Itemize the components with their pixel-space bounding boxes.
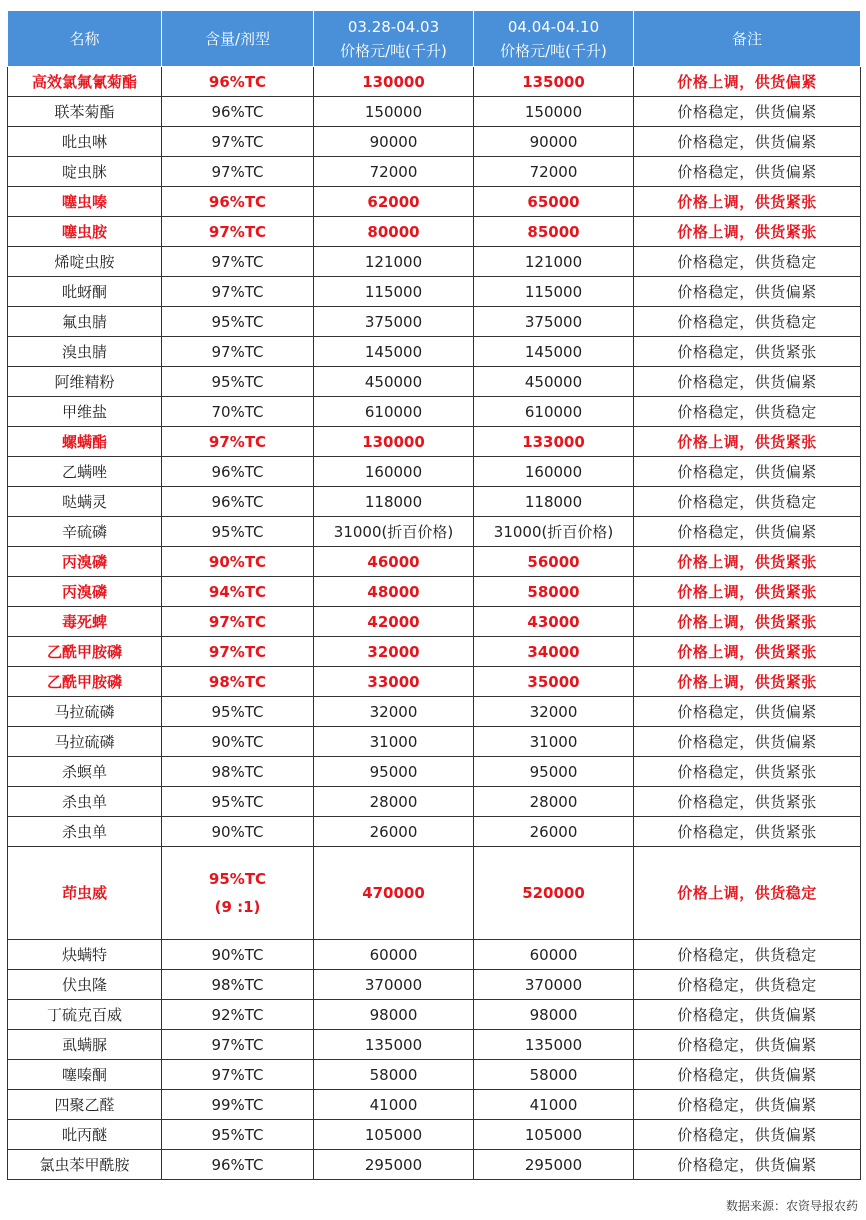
- cell-content-line: 97%TC: [211, 342, 264, 361]
- cell-remark: 价格上调，供货偏紧: [634, 67, 861, 97]
- cell-name: 杀螟单: [8, 757, 162, 787]
- cell-remark: 价格上调，供货稳定: [634, 847, 861, 940]
- cell-content: [162, 1000, 314, 1030]
- cell-name: 高效氯氟氰菊酯: [8, 67, 162, 97]
- cell-price-period-2: 58000: [474, 1060, 634, 1090]
- cell-content: [162, 1090, 314, 1120]
- cell-price-period-1: 375000: [314, 307, 474, 337]
- cell-price-period-1: 98000: [314, 1000, 474, 1030]
- table-row: [8, 607, 861, 637]
- table-row: [8, 1120, 861, 1150]
- table-row: [8, 1090, 861, 1120]
- cell-remark: 价格上调，供货紧张: [634, 187, 861, 217]
- cell-remark: 价格稳定，供货稳定: [634, 307, 861, 337]
- cell-price-period-2: 105000: [474, 1120, 634, 1150]
- cell-content: [162, 277, 314, 307]
- cell-price-period-2: 450000: [474, 367, 634, 397]
- cell-content: [162, 487, 314, 517]
- cell-remark: 价格稳定，供货稳定: [634, 487, 861, 517]
- cell-price-period-1: 130000: [314, 67, 474, 97]
- cell-remark: 价格上调，供货紧张: [634, 217, 861, 247]
- table-row: [8, 787, 861, 817]
- table-row: [8, 697, 861, 727]
- cell-name: 螺螨酯: [8, 427, 162, 457]
- cell-name: 炔螨特: [8, 940, 162, 970]
- cell-content-line: 95%TC: [211, 522, 264, 541]
- cell-content: [162, 637, 314, 667]
- table-row: [8, 577, 861, 607]
- cell-content-line: 97%TC: [211, 162, 264, 181]
- cell-price-period-2: 43000: [474, 607, 634, 637]
- cell-name: 噻虫胺: [8, 217, 162, 247]
- cell-remark: 价格稳定，供货偏紧: [634, 1120, 861, 1150]
- table-row: [8, 337, 861, 367]
- header-period-1-dates: 03.28-04.03: [347, 17, 440, 36]
- header-period-1-unit: 价格元/吨(千升): [340, 41, 447, 60]
- table-row: [8, 397, 861, 427]
- cell-name: 甲维盐: [8, 397, 162, 427]
- cell-price-period-1: 32000: [314, 637, 474, 667]
- header-period-2-dates: 04.04-04.10: [507, 17, 600, 36]
- cell-remark: 价格稳定，供货紧张: [634, 787, 861, 817]
- cell-price-period-1: 145000: [314, 337, 474, 367]
- cell-name: 溴虫腈: [8, 337, 162, 367]
- table-row: [8, 757, 861, 787]
- cell-price-period-2: 32000: [474, 697, 634, 727]
- cell-content: [162, 1060, 314, 1090]
- cell-content: [162, 367, 314, 397]
- cell-name: 噻嗪酮: [8, 1060, 162, 1090]
- cell-price-period-1: 90000: [314, 127, 474, 157]
- table-row: [8, 847, 861, 940]
- cell-remark: 价格稳定，供货偏紧: [634, 517, 861, 547]
- cell-price-period-1: 105000: [314, 1120, 474, 1150]
- cell-name: 丙溴磷: [8, 547, 162, 577]
- cell-name: 乙酰甲胺磷: [8, 667, 162, 697]
- table-row: [8, 277, 861, 307]
- cell-price-period-2: 150000: [474, 97, 634, 127]
- table-row: [8, 940, 861, 970]
- cell-content-line: 94%TC: [208, 582, 267, 601]
- cell-price-period-2: 31000: [474, 727, 634, 757]
- cell-remark: 价格上调，供货紧张: [634, 607, 861, 637]
- table-row: [8, 367, 861, 397]
- cell-content: [162, 397, 314, 427]
- table-row: [8, 1150, 861, 1180]
- cell-name: 乙螨唑: [8, 457, 162, 487]
- cell-content-line: 97%TC: [208, 432, 267, 451]
- cell-remark: 价格稳定，供货偏紧: [634, 157, 861, 187]
- cell-content: [162, 970, 314, 1000]
- cell-price-period-1: 33000: [314, 667, 474, 697]
- cell-name: 虱螨脲: [8, 1030, 162, 1060]
- cell-price-period-2: 28000: [474, 787, 634, 817]
- cell-price-period-1: 41000: [314, 1090, 474, 1120]
- cell-content-line: 90%TC: [211, 945, 264, 964]
- cell-remark: 价格稳定，供货偏紧: [634, 1030, 861, 1060]
- table-row: [8, 1030, 861, 1060]
- table-row: [8, 157, 861, 187]
- cell-content-line: 97%TC: [208, 612, 267, 631]
- cell-content-line: 97%TC: [211, 1035, 264, 1054]
- header-content: 含量/剂型: [162, 11, 314, 67]
- table-row: [8, 727, 861, 757]
- cell-price-period-1: 42000: [314, 607, 474, 637]
- cell-content: [162, 787, 314, 817]
- cell-price-period-2: 118000: [474, 487, 634, 517]
- cell-price-period-1: 60000: [314, 940, 474, 970]
- cell-price-period-1: 118000: [314, 487, 474, 517]
- cell-content-line: 96%TC: [208, 72, 267, 91]
- cell-price-period-1: 135000: [314, 1030, 474, 1060]
- cell-price-period-2: 56000: [474, 547, 634, 577]
- cell-name: 乙酰甲胺磷: [8, 637, 162, 667]
- cell-name: 吡虫啉: [8, 127, 162, 157]
- cell-remark: 价格稳定，供货稳定: [634, 397, 861, 427]
- cell-content-line: 95%TC: [211, 702, 264, 721]
- cell-price-period-2: 135000: [474, 67, 634, 97]
- cell-name: 噻虫嗪: [8, 187, 162, 217]
- cell-price-period-2: 41000: [474, 1090, 634, 1120]
- cell-remark: 价格稳定，供货偏紧: [634, 367, 861, 397]
- table-header: [8, 11, 861, 67]
- cell-remark: 价格稳定，供货偏紧: [634, 97, 861, 127]
- cell-remark: 价格稳定，供货紧张: [634, 817, 861, 847]
- cell-price-period-2: 295000: [474, 1150, 634, 1180]
- cell-price-period-2: 133000: [474, 427, 634, 457]
- cell-price-period-1: 48000: [314, 577, 474, 607]
- cell-price-period-1: 31000(折百价格): [314, 517, 474, 547]
- cell-name: 伏虫隆: [8, 970, 162, 1000]
- table-row: [8, 217, 861, 247]
- cell-content-line: 95%TC: [208, 870, 267, 888]
- cell-price-period-1: 62000: [314, 187, 474, 217]
- cell-name: 联苯菊酯: [8, 97, 162, 127]
- table-body: [8, 67, 861, 1180]
- cell-name: 杀虫单: [8, 787, 162, 817]
- cell-name: 哒螨灵: [8, 487, 162, 517]
- cell-price-period-2: 121000: [474, 247, 634, 277]
- cell-content: [162, 1030, 314, 1060]
- cell-content: [162, 697, 314, 727]
- cell-price-period-2: 370000: [474, 970, 634, 1000]
- cell-price-period-2: 375000: [474, 307, 634, 337]
- cell-content-line: 90%TC: [211, 732, 264, 751]
- cell-content-line: 98%TC: [211, 975, 264, 994]
- cell-price-period-1: 32000: [314, 697, 474, 727]
- cell-price-period-1: 150000: [314, 97, 474, 127]
- cell-content: [162, 667, 314, 697]
- table-row: [8, 127, 861, 157]
- cell-name: 氯虫苯甲酰胺: [8, 1150, 162, 1180]
- cell-name: 四聚乙醛: [8, 1090, 162, 1120]
- cell-content: [162, 1120, 314, 1150]
- cell-price-period-2: 26000: [474, 817, 634, 847]
- cell-content-line: 95%TC: [211, 372, 264, 391]
- cell-content: [162, 427, 314, 457]
- cell-remark: 价格稳定，供货偏紧: [634, 277, 861, 307]
- cell-content-line: 98%TC: [208, 672, 267, 691]
- header-period-2-unit: 价格元/吨(千升): [500, 41, 607, 60]
- cell-price-period-2: 115000: [474, 277, 634, 307]
- cell-remark: 价格上调，供货紧张: [634, 577, 861, 607]
- table-row: [8, 67, 861, 97]
- table-row: [8, 970, 861, 1000]
- cell-content-line: 99%TC: [211, 1095, 264, 1114]
- cell-price-period-2: 34000: [474, 637, 634, 667]
- table-row: [8, 187, 861, 217]
- cell-content-line: 97%TC: [211, 1065, 264, 1084]
- cell-content: [162, 337, 314, 367]
- cell-price-period-2: 31000(折百价格): [474, 517, 634, 547]
- cell-price-period-2: 90000: [474, 127, 634, 157]
- table-row: [8, 457, 861, 487]
- cell-name: 辛硫磷: [8, 517, 162, 547]
- cell-price-period-2: 60000: [474, 940, 634, 970]
- header-period-1: [314, 11, 474, 67]
- cell-price-period-2: 160000: [474, 457, 634, 487]
- cell-name: 丙溴磷: [8, 577, 162, 607]
- cell-content: [162, 1150, 314, 1180]
- cell-remark: 价格稳定，供货偏紧: [634, 1150, 861, 1180]
- table-row: [8, 427, 861, 457]
- cell-price-period-1: 121000: [314, 247, 474, 277]
- price-table: [7, 10, 861, 1180]
- header-period-2: [474, 11, 634, 67]
- cell-content: [162, 940, 314, 970]
- cell-remark: 价格稳定，供货紧张: [634, 757, 861, 787]
- cell-price-period-1: 28000: [314, 787, 474, 817]
- header-row: [8, 11, 861, 67]
- cell-content: [162, 607, 314, 637]
- cell-price-period-1: 31000: [314, 727, 474, 757]
- cell-content-line: 90%TC: [208, 552, 267, 571]
- cell-content: [162, 307, 314, 337]
- cell-content: [162, 97, 314, 127]
- cell-content: [162, 817, 314, 847]
- table-row: [8, 637, 861, 667]
- cell-content-line: 97%TC: [208, 222, 267, 241]
- cell-price-period-1: 370000: [314, 970, 474, 1000]
- cell-price-period-2: 95000: [474, 757, 634, 787]
- cell-price-period-2: 35000: [474, 667, 634, 697]
- cell-content: [162, 457, 314, 487]
- cell-content: [162, 217, 314, 247]
- table-row: [8, 547, 861, 577]
- cell-price-period-1: 95000: [314, 757, 474, 787]
- cell-price-period-1: 470000: [314, 847, 474, 940]
- cell-content: [162, 127, 314, 157]
- cell-content: [162, 247, 314, 277]
- cell-remark: 价格稳定，供货紧张: [634, 337, 861, 367]
- cell-content-line: 97%TC: [211, 252, 264, 271]
- cell-price-period-1: 115000: [314, 277, 474, 307]
- cell-price-period-1: 80000: [314, 217, 474, 247]
- cell-name: 吡丙醚: [8, 1120, 162, 1150]
- table-row: [8, 307, 861, 337]
- cell-content-line: 92%TC: [211, 1005, 264, 1024]
- cell-price-period-2: 85000: [474, 217, 634, 247]
- cell-name: 啶虫脒: [8, 157, 162, 187]
- cell-name: 茚虫威: [8, 847, 162, 940]
- cell-price-period-2: 98000: [474, 1000, 634, 1030]
- cell-remark: 价格稳定，供货偏紧: [634, 1000, 861, 1030]
- header-remark: 备注: [634, 11, 861, 67]
- cell-content: [162, 757, 314, 787]
- cell-price-period-1: 72000: [314, 157, 474, 187]
- cell-content: [162, 727, 314, 757]
- table-row: [8, 667, 861, 697]
- cell-price-period-2: 58000: [474, 577, 634, 607]
- cell-remark: 价格稳定，供货偏紧: [634, 697, 861, 727]
- cell-content-line: 95%TC: [211, 312, 264, 331]
- cell-content: [162, 577, 314, 607]
- cell-remark: 价格稳定，供货稳定: [634, 970, 861, 1000]
- cell-name: 烯啶虫胺: [8, 247, 162, 277]
- table-row: [8, 487, 861, 517]
- cell-remark: 价格稳定，供货稳定: [634, 247, 861, 277]
- cell-price-period-2: 65000: [474, 187, 634, 217]
- cell-remark: 价格稳定，供货偏紧: [634, 1060, 861, 1090]
- cell-content-line: 96%TC: [211, 1155, 264, 1174]
- header-name: 名称: [8, 11, 162, 67]
- cell-content-line: 96%TC: [211, 462, 264, 481]
- cell-content-line: 90%TC: [211, 822, 264, 841]
- cell-price-period-1: 46000: [314, 547, 474, 577]
- cell-price-period-2: 72000: [474, 157, 634, 187]
- cell-name: 毒死蜱: [8, 607, 162, 637]
- cell-price-period-1: 295000: [314, 1150, 474, 1180]
- table-row: [8, 1060, 861, 1090]
- cell-remark: 价格稳定，供货偏紧: [634, 127, 861, 157]
- cell-content-ratio: (9 :1): [214, 898, 261, 916]
- cell-name: 丁硫克百威: [8, 1000, 162, 1030]
- cell-name: 马拉硫磷: [8, 697, 162, 727]
- cell-content-line: 97%TC: [208, 642, 267, 661]
- cell-name: 杀虫单: [8, 817, 162, 847]
- table-row: [8, 817, 861, 847]
- cell-content: [162, 157, 314, 187]
- data-source-note: 数据来源：农资导报农药: [725, 1199, 858, 1213]
- cell-content-line: 70%TC: [211, 402, 264, 421]
- table-row: [8, 97, 861, 127]
- cell-price-period-1: 26000: [314, 817, 474, 847]
- cell-content-line: 95%TC: [211, 792, 264, 811]
- cell-content-line: 96%TC: [211, 492, 264, 511]
- cell-price-period-2: 135000: [474, 1030, 634, 1060]
- cell-content: [162, 67, 314, 97]
- cell-content-line: 98%TC: [211, 762, 264, 781]
- cell-price-period-1: 450000: [314, 367, 474, 397]
- cell-remark: 价格上调，供货紧张: [634, 637, 861, 667]
- cell-price-period-1: 130000: [314, 427, 474, 457]
- cell-price-period-1: 160000: [314, 457, 474, 487]
- cell-name: 阿维精粉: [8, 367, 162, 397]
- cell-price-period-1: 58000: [314, 1060, 474, 1090]
- cell-content-line: 96%TC: [211, 102, 264, 121]
- cell-remark: 价格上调，供货紧张: [634, 427, 861, 457]
- table-row: [8, 247, 861, 277]
- cell-content-line: 97%TC: [211, 132, 264, 151]
- cell-remark: 价格稳定，供货偏紧: [634, 457, 861, 487]
- cell-content: [162, 517, 314, 547]
- cell-name: 氟虫腈: [8, 307, 162, 337]
- cell-remark: 价格稳定，供货偏紧: [634, 727, 861, 757]
- cell-price-period-2: 145000: [474, 337, 634, 367]
- cell-name: 马拉硫磷: [8, 727, 162, 757]
- cell-price-period-1: 610000: [314, 397, 474, 427]
- cell-name: 吡蚜酮: [8, 277, 162, 307]
- cell-content: [162, 547, 314, 577]
- cell-content-line: 96%TC: [208, 192, 267, 211]
- cell-remark: 价格上调，供货紧张: [634, 667, 861, 697]
- cell-remark: 价格上调，供货紧张: [634, 547, 861, 577]
- cell-content-line: 95%TC: [211, 1125, 264, 1144]
- table-row: [8, 1000, 861, 1030]
- cell-remark: 价格稳定，供货偏紧: [634, 1090, 861, 1120]
- cell-content: [162, 847, 314, 940]
- cell-price-period-2: 520000: [474, 847, 634, 940]
- cell-content: [162, 187, 314, 217]
- cell-content-line: 97%TC: [211, 282, 264, 301]
- table-row: [8, 517, 861, 547]
- cell-remark: 价格稳定，供货稳定: [634, 940, 861, 970]
- cell-price-period-2: 610000: [474, 397, 634, 427]
